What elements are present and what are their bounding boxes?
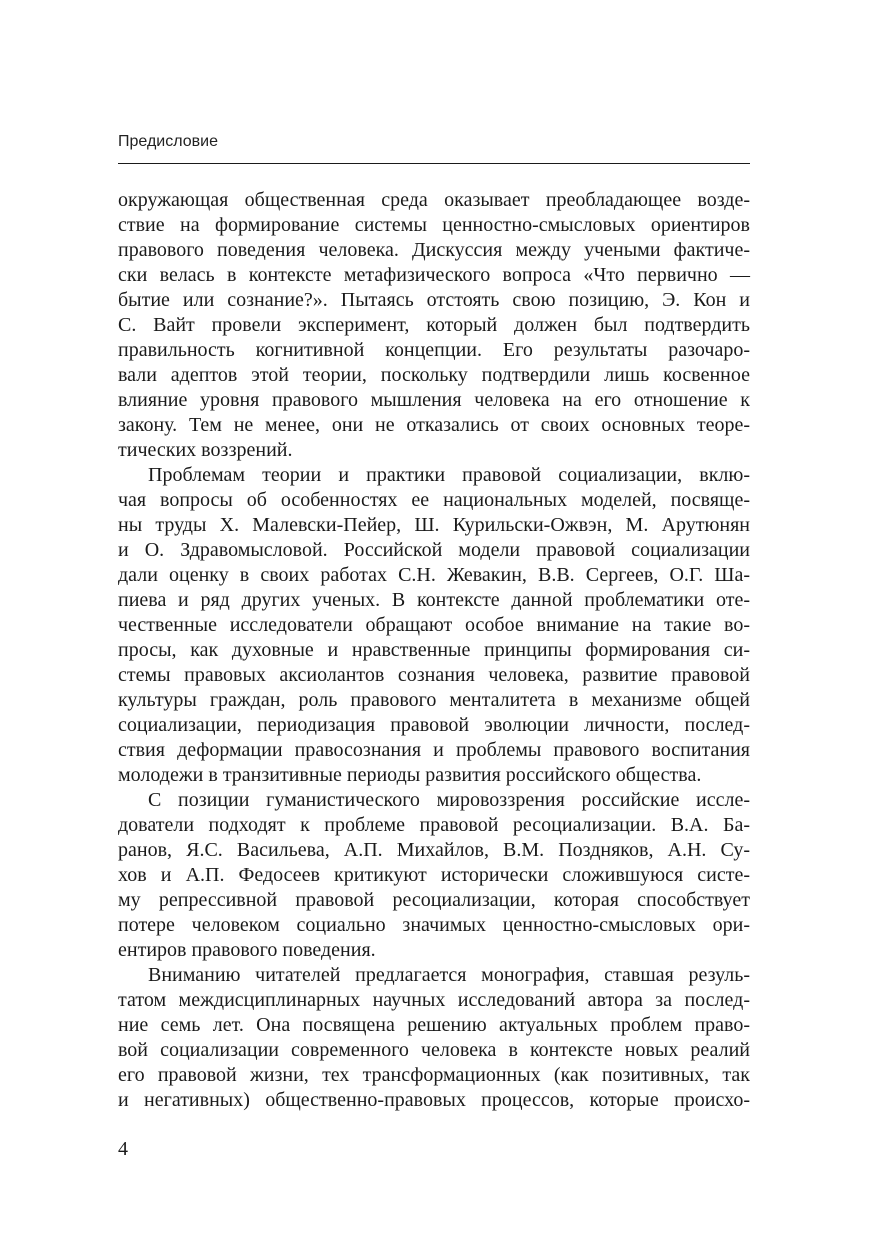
text-line: хов и А.П. Федосеев критикуют исторически сложившуюся систе- <box>118 864 750 886</box>
text-line: просы, как духовные и нравственные принципы формирования си- <box>118 639 750 661</box>
text-line: Вниманию читателей предлагается монография, ставшая резуль- <box>148 964 750 986</box>
text-line: потере человеком социально значимых ценностно-смысловых ори- <box>118 914 750 936</box>
text-line: ствия деформации правосознания и проблемы правового воспитания <box>118 739 750 761</box>
text-line: закону. Тем не менее, они не отказались от своих основных теоре- <box>118 414 750 436</box>
text-line: дователи подходят к проблеме правовой ресоциализации. В.А. Ба- <box>118 814 750 836</box>
text-line: правильность когнитивной концепции. Его результаты разочаро- <box>118 339 750 361</box>
paragraph <box>118 963 750 1113</box>
text-line: тических воззрений. <box>118 439 293 461</box>
text-line: окружающая общественная среда оказывает преобладающее возде- <box>118 189 750 211</box>
text-line: ранов, Я.С. Васильева, А.П. Михайлов, В.М. Поздняков, А.Н. Су- <box>118 839 750 861</box>
body-text <box>118 188 750 1113</box>
text-line: татом междисциплинарных научных исследований автора за послед- <box>118 989 750 1011</box>
text-line: ски велась в контексте метафизического вопроса «Что первично — <box>118 264 750 286</box>
text-line: и О. Здравомысловой. Российской модели правовой социализации <box>118 539 750 561</box>
text-line: С. Вайт провели эксперимент, который должен был подтвердить <box>118 314 750 336</box>
running-head-title: Предисловие <box>118 133 218 150</box>
text-line: вой социализации современного человека в контексте новых реалий <box>118 1039 750 1061</box>
text-line: му репрессивной правовой ресоциализации, которая способствует <box>118 889 750 911</box>
text-line: его правовой жизни, тех трансформационных (как позитивных, так <box>118 1064 750 1086</box>
text-line: пиева и ряд других ученых. В контексте данной проблематики оте- <box>118 589 750 611</box>
text-line: ствие на формирование системы ценностно-смысловых ориентиров <box>118 214 750 236</box>
paragraph <box>118 788 750 963</box>
text-line: ние семь лет. Она посвящена решению актуальных проблем право- <box>118 1014 750 1036</box>
text-line: влияние уровня правового мышления человека на его отношение к <box>118 389 750 411</box>
text-line: бытие или сознание?». Пытаясь отстоять свою позицию, Э. Кон и <box>118 289 750 311</box>
text-line: правового поведения человека. Дискуссия между учеными фактиче- <box>118 239 750 261</box>
text-line: ны труды Х. Малевски-Пейер, Ш. Курильски-Ожвэн, М. Арутюнян <box>118 514 750 536</box>
text-line: стемы правовых аксиолантов сознания человека, развитие правовой <box>118 664 750 686</box>
paragraph <box>118 188 750 463</box>
paragraph <box>118 463 750 788</box>
text-line: чая вопросы об особенностях ее национальных моделей, посвяще- <box>118 489 750 511</box>
text-line: дали оценку в своих работах С.Н. Жевакин, В.В. Сергеев, О.Г. Ша- <box>118 564 750 586</box>
text-line: С позиции гуманистического мировоззрения российские иссле- <box>148 789 750 811</box>
text-line: вали адептов этой теории, поскольку подтвердили лишь косвенное <box>118 364 750 386</box>
page-number: 4 <box>118 1138 128 1160</box>
text-line: культуры граждан, роль правового менталитета в механизме общей <box>118 689 750 711</box>
text-line: Проблемам теории и практики правовой социализации, вклю- <box>148 464 750 486</box>
header-rule <box>118 163 750 164</box>
text-line: ентиров правового поведения. <box>118 939 376 961</box>
text-line: молодежи в транзитивные периоды развития российского общества. <box>118 764 702 786</box>
text-line: социализации, периодизация правовой эволюции личности, послед- <box>118 714 750 736</box>
text-line: чественные исследователи обращают особое внимание на такие во- <box>118 614 750 636</box>
text-line: и негативных) общественно-правовых процессов, которые происхо- <box>118 1089 750 1111</box>
